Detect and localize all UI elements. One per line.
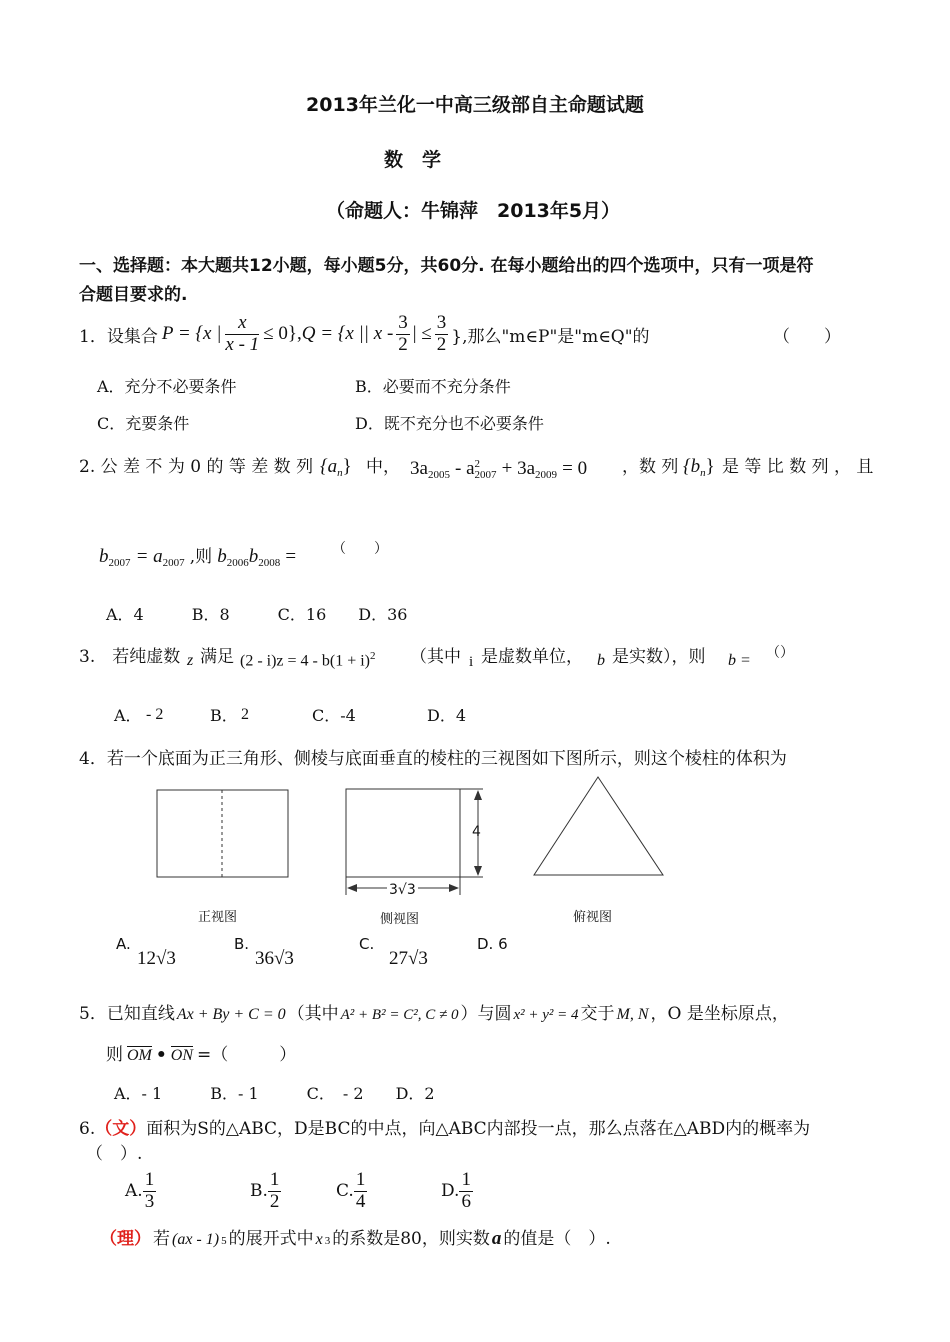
q3-note3: 是实数），则 <box>612 647 706 667</box>
q1-lead: 1．设集合 <box>79 326 158 347</box>
q5-meet: 交于 <box>580 1004 615 1024</box>
q6-option-c-frac <box>354 1170 368 1213</box>
dim-height-label: 4 <box>472 824 481 840</box>
q3-ans: b = <box>728 652 751 669</box>
q1-frac-num: x <box>225 313 259 335</box>
q6-b-den: 2 <box>269 1190 280 1212</box>
q6-option-c-label: C. <box>336 1181 354 1201</box>
q1-f3-den: 2 <box>436 333 447 355</box>
q2-eq-a: 3a <box>410 458 428 479</box>
q1-mid: | ≤ <box>412 323 432 344</box>
q3-z: z <box>187 652 194 669</box>
side-width-arrow-right <box>449 884 459 892</box>
q6-c-num: 1 <box>355 1168 366 1190</box>
caption-front-view: 正视图 <box>198 910 238 925</box>
top-view-triangle <box>534 777 663 875</box>
q2-answer-paren: （ ） <box>332 541 388 557</box>
side-height-arrow-up <box>474 790 482 800</box>
q6-a-num: 1 <box>144 1168 155 1190</box>
q6-option-b-label: B. <box>250 1181 268 1201</box>
q5-circle: x² + y² = 4 <box>513 1007 579 1023</box>
q6-li-x-sup: 3 <box>324 1235 331 1247</box>
exam-title: 2013年兰化一中高三级部自主命题试题 <box>306 94 644 116</box>
q3-b: b <box>597 652 605 669</box>
q2-l2-prod: b <box>217 546 227 567</box>
q6-li-expr: (ax - 1) <box>172 1231 220 1248</box>
q6-b-num: 1 <box>269 1168 280 1190</box>
caption-side-view: 侧视图 <box>380 912 420 927</box>
q4-option-b-label: B. <box>234 935 250 953</box>
q5-origin: ，O 是坐标原点， <box>650 1004 789 1024</box>
dim-width-label: 3√3 <box>389 882 416 898</box>
q6-li-a: a <box>491 1228 502 1249</box>
q2-l2-eq: = a <box>135 546 163 567</box>
question-5-stem <box>79 999 789 1024</box>
question-6-stem <box>79 1114 810 1139</box>
q5-options: A．- 1 B．- 1 C． - 2 D．2 <box>114 1084 435 1103</box>
q2-seq-a-close: } <box>342 456 352 477</box>
q6-option-b-frac <box>268 1170 282 1213</box>
side-height-arrow-down <box>474 866 482 876</box>
q6-d-den: 6 <box>461 1190 471 1212</box>
q2-seq-b-text: {b <box>683 456 701 477</box>
section-heading-line1: 一、选择题：本大题共12小题，每小题5分，共60分. 在每小题给出的四个选项中，只有一项是符 <box>79 256 814 276</box>
q2-seq-a-text: {a <box>320 456 338 477</box>
q6-li-text3: 的系数是80，则实数 <box>332 1229 490 1249</box>
q2-seq-b-close: } <box>705 456 715 477</box>
q5-cond: A² + B² = C², C ≠ 0 <box>340 1007 459 1023</box>
caption-top-view: 俯视图 <box>573 910 613 925</box>
q1-answer-paren: （ ） <box>773 327 841 347</box>
q3-option-a: - 2 <box>146 706 164 723</box>
subject-title: 数 学 <box>384 149 442 171</box>
q1-option-b: B．必要而不充分条件 <box>355 377 511 396</box>
q6-option-c <box>336 1166 367 1216</box>
author-line: （命题人：牛锦萍 2013年5月） <box>326 200 621 222</box>
q6-li-x: x <box>315 1231 323 1248</box>
q5-dot: • <box>155 1045 167 1065</box>
q1-f3-num: 3 <box>436 311 447 333</box>
q2-options: A．4 B．8 C．16 D．36 <box>106 605 408 624</box>
q2-eq-sup: 2 <box>474 457 481 470</box>
q6-li-text4: 的值是（ ）. <box>503 1229 611 1249</box>
q1-option-d: D．既不充分也不必要条件 <box>355 414 544 433</box>
q6-a-den: 3 <box>144 1190 155 1212</box>
section-heading-line2: 合题目要求的. <box>79 285 188 305</box>
q6-option-a <box>125 1166 156 1216</box>
q6-option-d-label: D. <box>441 1181 460 1201</box>
q6-wen-tag: （文） <box>95 1119 147 1139</box>
q6-c-den: 4 <box>355 1190 366 1212</box>
q6-option-b <box>250 1166 281 1216</box>
q4-option-d: D. 6 <box>477 935 508 953</box>
q6-li-text2: 的展开式中 <box>228 1229 314 1249</box>
q6-li-text1: 若 <box>153 1229 170 1249</box>
q1-p-def: P = {x | <box>161 323 222 344</box>
q1-option-a: A．充分不必要条件 <box>97 377 237 396</box>
q2-eq-sub2: 2007 <box>474 468 497 481</box>
q3-option-a-label: A． <box>114 706 142 725</box>
q3-satisfy: 满足 <box>200 647 234 667</box>
q2-lead: 2. 公 差 不 为 0 的 等 差 数 列 <box>79 457 314 477</box>
q5-vec-om: OM <box>127 1047 152 1064</box>
q2-l2-eq2: = <box>285 546 297 567</box>
q3-option-d: D．4 <box>427 706 467 725</box>
q6-option-d <box>441 1166 473 1216</box>
q2-l2-sub2: 2007 <box>162 557 185 570</box>
q6-option-a-label: A. <box>125 1181 143 1201</box>
q4-option-b: 36√3 <box>255 948 294 969</box>
q5-then: 则 <box>106 1045 123 1065</box>
q2-eq-end: = 0 <box>562 458 588 479</box>
q6-li-tag: （理） <box>100 1229 151 1249</box>
q6-option-a-frac <box>143 1170 157 1213</box>
q4-option-c: 27√3 <box>389 948 428 969</box>
q3-option-c: C．-4 <box>312 706 356 725</box>
q2-seq-b-sub: n <box>700 467 706 480</box>
q5-eq-paren: =（ ） <box>197 1045 297 1065</box>
q3-answer-paren: （） <box>766 645 794 661</box>
q3-i: i <box>469 654 474 670</box>
q5-note: （其中 <box>287 1004 339 1024</box>
q2-l2-b2: b <box>248 546 259 567</box>
q4-option-a: 12√3 <box>137 948 176 969</box>
q2-l2-then: ,则 <box>189 547 213 567</box>
q2-l2-sub4: 2008 <box>258 557 281 570</box>
q1-option-c: C．充要条件 <box>97 414 190 433</box>
q2-l2-b: b <box>99 546 109 567</box>
q5-vec-on: ON <box>170 1047 193 1064</box>
q2-eq-sub1: 2005 <box>427 469 450 482</box>
q5-line-eq: Ax + By + C = 0 <box>176 1006 286 1023</box>
q5-note-end: ）与圆 <box>460 1004 512 1024</box>
q2-tail: 是 等 比 数 列 ， 且 <box>722 457 874 477</box>
side-width-arrow-left <box>347 884 357 892</box>
q1-le0: ≤ 0}, <box>263 323 302 344</box>
q3-eq: (2 - i)z = 4 - b(1 + i) <box>240 652 371 670</box>
q3-lead: 3. 若纯虚数 <box>79 647 181 667</box>
q1-f2-num: 3 <box>398 311 408 333</box>
q6-li-sup: 5 <box>221 1235 227 1247</box>
q3-option-b-label: B． <box>210 706 238 725</box>
q5-lead: 5．已知直线 <box>79 1004 175 1024</box>
q6-option-d-frac <box>459 1170 473 1213</box>
q6-text: 面积为S的△ABC，D是BC的中点，向△ABC内部投一点，那么点落在△ABD内的概率为 <box>146 1119 811 1139</box>
q4-stem: 4．若一个底面为正三角形、侧棱与底面垂直的棱柱的三视图如下图所示，则这个棱柱的体积为 <box>79 749 787 769</box>
q2-comma: ，数 列 <box>622 457 679 477</box>
q4-option-a-label: A. <box>116 935 131 953</box>
q1-f2-den: 2 <box>398 333 408 355</box>
q1-tail: },那么"m∈P"是"m∈Q"的 <box>451 326 650 347</box>
q6-li-stem <box>100 1224 611 1250</box>
q3-note2: 是虚数单位， <box>481 647 583 667</box>
q2-eq-plus: + 3a <box>501 458 536 479</box>
q2-seq-a-sub: n <box>337 467 343 480</box>
q6-d-num: 1 <box>461 1168 471 1190</box>
q4-option-c-label: C. <box>359 935 375 953</box>
q3-eq-sup: 2 <box>370 650 376 662</box>
q3-note1: （其中 <box>410 647 461 667</box>
q3-option-b: 2 <box>241 706 249 723</box>
q2-l2-sub1: 2007 <box>108 557 131 570</box>
side-view-rect <box>346 789 460 877</box>
q6-lead: 6. <box>79 1119 96 1139</box>
q1-q-def: Q = {x || x - <box>301 323 394 344</box>
q6-answer-paren: （ ）. <box>86 1144 143 1164</box>
q5-line2 <box>106 1040 296 1065</box>
q5-points: M, N <box>616 1006 649 1023</box>
q2-eq-mid: - a <box>455 458 475 479</box>
q1-frac-den: x - 1 <box>225 333 260 355</box>
q2-eq-sub3: 2009 <box>535 469 558 482</box>
q2-l2-sub3: 2006 <box>226 557 249 570</box>
q2-zhong: 中， <box>366 457 400 477</box>
